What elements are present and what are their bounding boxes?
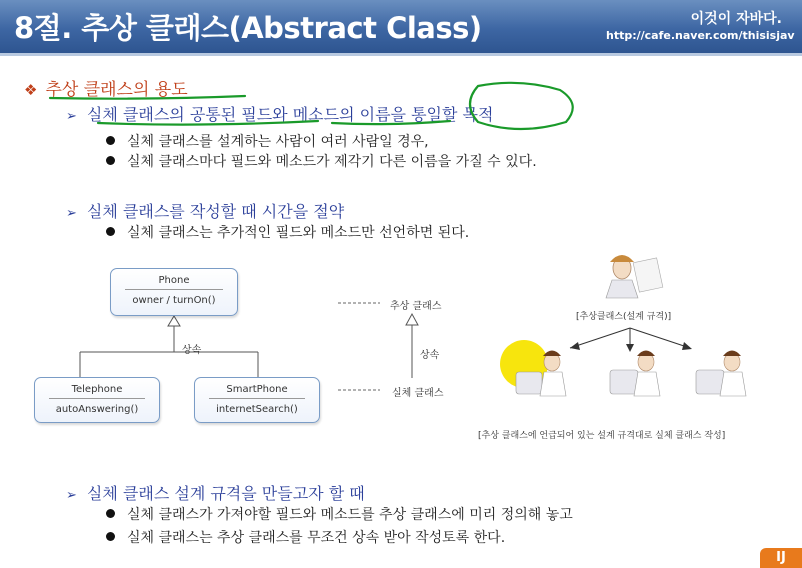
section-heading-text: 추상 클래스의 용도 — [45, 80, 188, 100]
brand-text: 이것이 자바다. — [690, 11, 782, 27]
designer-figure-icon — [606, 255, 663, 298]
diamond-bullet-icon: ❖ — [24, 81, 38, 99]
subheading-3 — [66, 481, 365, 504]
title-bar — [0, 0, 802, 56]
corner-logo: IJ — [760, 548, 802, 568]
subheading-2-text: 실체 클래스를 작성할 때 시간을 절약 — [86, 202, 345, 221]
worker-figure-icon — [516, 351, 566, 397]
bullet-3-2 — [106, 527, 505, 547]
bullet-1-1 — [106, 131, 429, 151]
cafe-url: http://cafe.naver.com/thisisjav — [606, 29, 795, 42]
uml-class-name: Phone — [125, 269, 223, 290]
bullet-3-1-text: 실체 클래스가 가져야할 필드와 메소드를 추상 클래스에 미리 정의해 놓고 — [127, 507, 573, 523]
dot-bullet-icon — [106, 532, 115, 541]
subheading-1-text: 실체 클래스의 공통된 필드와 메소드의 이름을 통일할 목적 — [86, 105, 494, 124]
arrow-bullet-icon: ➢ — [66, 109, 77, 124]
slide-title: 8절. 추상 클래스(Abstract Class) — [14, 11, 482, 45]
uml-class-member: owner / turnOn() — [132, 295, 216, 306]
legend-inherit: 상속 — [420, 350, 440, 361]
bullet-1-2 — [106, 151, 537, 171]
arrow-bullet-icon: ➢ — [66, 488, 77, 503]
bullet-2-1-text: 실체 클래스는 추가적인 필드와 메소드만 선언하면 된다. — [127, 225, 470, 241]
spec-label: [추상클래스(설계 규격)] — [576, 312, 672, 322]
bullet-2-1 — [106, 222, 469, 242]
subheading-3-text: 실체 클래스 설계 규격을 만들고자 할 때 — [86, 484, 365, 503]
legend-abstract: 추상 클래스 — [390, 301, 442, 312]
uml-class-smartphone — [194, 377, 320, 423]
bullet-3-2-text: 실체 클래스는 추상 클래스를 무조건 상속 받아 작성토록 한다. — [127, 530, 506, 546]
dot-bullet-icon — [106, 227, 115, 236]
subheading-1 — [66, 102, 493, 125]
uml-class-member: autoAnswering() — [55, 404, 139, 415]
uml-class-phone — [110, 268, 238, 316]
inherit-label: 상속 — [182, 345, 202, 356]
subheading-2 — [66, 199, 344, 222]
legend-concrete: 실체 클래스 — [392, 388, 444, 399]
bullet-1-2-text: 실체 클래스마다 필드와 메소드가 제각기 다른 이름을 가질 수 있다. — [127, 154, 537, 170]
bullet-1-1-text: 실체 클래스를 설계하는 사람이 여러 사람일 경우, — [127, 134, 429, 150]
uml-class-telephone — [34, 377, 160, 423]
uml-class-member: internetSearch() — [216, 404, 298, 415]
dot-bullet-icon — [106, 156, 115, 165]
dot-bullet-icon — [106, 509, 115, 518]
arrow-bullet-icon: ➢ — [66, 206, 77, 221]
worker-figure-icon — [696, 351, 746, 397]
section-heading — [24, 75, 188, 100]
uml-class-name: Telephone — [49, 378, 145, 399]
worker-figure-icon — [610, 351, 660, 397]
illustration-caption: [추상 클래스에 언급되어 있는 설계 규격대로 실체 클래스 작성] — [478, 431, 726, 441]
uml-class-name: SmartPhone — [209, 378, 305, 399]
dot-bullet-icon — [106, 136, 115, 145]
bullet-3-1 — [106, 504, 573, 524]
